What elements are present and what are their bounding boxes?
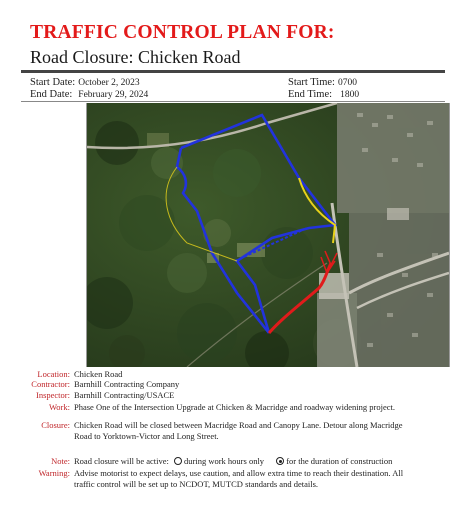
end-time-row [288,89,359,100]
start-time-label: Start Time: [288,77,335,88]
closure-value: Chicken Road will be closed between Macridge Road and Canopy Lane. Detour along Macridge Road to Yorktown-Victor and Long Street. [74,420,403,441]
start-date-label: Start Date: [30,77,76,88]
start-time-row [288,77,357,88]
plan-subtitle: Road Closure: Chicken Road [30,47,241,67]
dates-divider [21,101,445,102]
closure-label: Closure: [41,420,70,430]
inspector-value: Barnhill Contracting/USACE [74,390,175,400]
aerial-map-image [87,103,449,367]
start-date-value: October 2, 2023 [78,78,140,88]
contractor-label: Contractor: [31,379,70,389]
end-date-label: End Date: [30,89,73,100]
end-date-row [30,89,148,100]
title-divider [21,70,445,73]
note-text: Road closure will be active: [74,456,169,466]
work-label: Work: [48,402,70,412]
plan-title-block [21,20,445,70]
contractor-value: Barnhill Contracting Company [74,379,180,389]
end-date-value: February 29, 2024 [78,90,149,100]
duration-option: for the duration of construction [286,456,393,466]
work-hours-radio[interactable] [174,457,182,465]
note-label: Note: [51,456,70,466]
note-value [74,456,392,466]
aerial-map [86,103,450,367]
location-label: Location: [37,369,70,379]
warning-value: Advise motorist to expect delays, use caution, and allow extra time to reach their destination. All traffic control will be set up to NCDOT, MUTCD standards and details. [74,468,404,489]
inspector-label: Inspector: [36,390,70,400]
end-time-label: End Time: [288,89,333,100]
work-hours-option: during work hours only [184,456,265,466]
plan-title: TRAFFIC CONTROL PLAN FOR: [30,22,335,43]
end-time-value: 1800 [340,90,360,100]
duration-radio[interactable] [276,457,284,465]
work-value: Phase One of the Intersection Upgrade at Chicken & Macridge and roadway widening project. [74,402,396,412]
location-value: Chicken Road [74,369,123,379]
start-date-row [30,77,140,88]
start-time-value: 0700 [337,78,357,88]
warning-label: Warning: [38,468,70,478]
